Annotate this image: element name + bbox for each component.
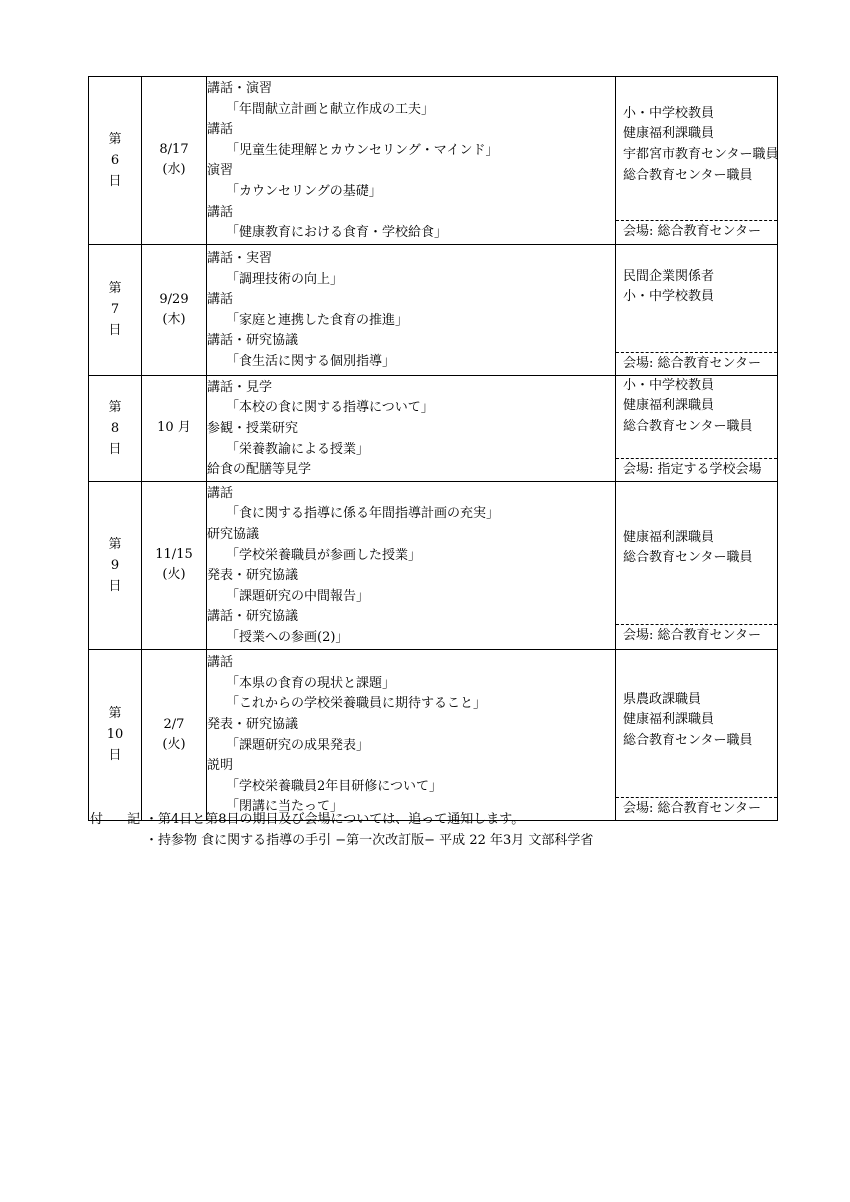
day-label: 第 xyxy=(108,399,122,415)
content-cell xyxy=(207,649,616,820)
session-row xyxy=(89,649,778,820)
date-cell xyxy=(142,77,207,245)
date-label: (火) xyxy=(162,567,186,583)
staff-item: 健康福利課職員 xyxy=(623,126,715,142)
notes-line: ・第4日と第8日の期日及び会場については、追って通知します。 xyxy=(145,812,525,827)
staff-item: 総合教育センター職員 xyxy=(623,418,753,434)
day-label: 8 xyxy=(110,420,120,436)
date-label: 2/7 xyxy=(163,716,185,732)
content-cell xyxy=(207,375,616,481)
session-title: 「年間献立計画と献立作成の工夫」 xyxy=(226,101,435,117)
session-title: 「児童生徒理解とカウンセリング・マインド」 xyxy=(226,142,499,158)
staff-item: 小・中学校教員 xyxy=(623,289,715,305)
staff-cell xyxy=(616,77,778,245)
staff-cell xyxy=(616,375,778,481)
session-row xyxy=(89,244,778,375)
session-title: 「学校栄養職員2年目研修について」 xyxy=(226,778,443,794)
staff-item: 健康福利課職員 xyxy=(623,398,715,414)
day-label: 10 xyxy=(106,727,124,742)
staff-cell xyxy=(616,244,778,375)
day-cell xyxy=(89,77,142,245)
session-title: 「食生活に関する個別指導」 xyxy=(226,353,396,369)
content-cell xyxy=(207,481,616,649)
venue-label: 会場: 総合教育センター xyxy=(616,220,777,243)
staff-item: 総合教育センター職員 xyxy=(623,732,753,748)
day-label: 第 xyxy=(108,281,122,297)
content-cell xyxy=(207,244,616,375)
notes xyxy=(90,809,593,851)
day-label: 7 xyxy=(110,302,120,318)
schedule-table xyxy=(88,76,778,821)
session-type: 講話・研究協議 xyxy=(207,609,299,625)
staff-item: 総合教育センター職員 xyxy=(623,167,753,183)
staff-cell xyxy=(616,649,778,820)
session-type: 説明 xyxy=(207,758,234,774)
venue-label: 会場: 総合教育センター xyxy=(616,352,777,375)
session-row xyxy=(89,375,778,481)
date-cell xyxy=(142,244,207,375)
session-type: 講話 xyxy=(207,292,234,308)
staff-item: 県農政課職員 xyxy=(623,691,702,707)
session-type: 発表・研究協議 xyxy=(207,716,299,732)
staff-item: 総合教育センター職員 xyxy=(623,550,753,566)
session-type: 講話・研究協議 xyxy=(207,333,299,349)
notes-label: 付 記 xyxy=(90,812,151,827)
date-cell xyxy=(142,649,207,820)
session-title: 「本県の食育の現状と課題」 xyxy=(226,675,396,691)
day-label: 日 xyxy=(108,578,122,594)
day-label: 日 xyxy=(108,441,122,457)
session-row xyxy=(89,481,778,649)
session-type: 演習 xyxy=(207,163,234,179)
session-row xyxy=(89,77,778,245)
day-label: 第 xyxy=(108,536,122,552)
day-label: 第 xyxy=(108,706,122,721)
session-type: 講話 xyxy=(207,122,234,138)
day-cell xyxy=(89,244,142,375)
day-label: 9 xyxy=(110,557,120,573)
session-title: 「課題研究の中間報告」 xyxy=(226,588,370,604)
date-label: 9/29 xyxy=(159,291,189,307)
day-label: 第 xyxy=(108,131,122,147)
staff-item: 健康福利課職員 xyxy=(623,529,715,545)
session-title: 「健康教育における食育・学校給食」 xyxy=(226,225,448,241)
staff-item: 小・中学校教員 xyxy=(623,105,715,121)
session-type: 研究協議 xyxy=(207,526,260,542)
session-type: 参観・授業研究 xyxy=(207,420,299,436)
session-type: 講話・演習 xyxy=(207,81,273,96)
session-type: 発表・研究協議 xyxy=(207,568,299,584)
venue-label: 会場: 総合教育センター xyxy=(616,624,777,647)
day-cell xyxy=(89,375,142,481)
session-type: 給食の配膳等見学 xyxy=(207,462,312,478)
staff-item: 健康福利課職員 xyxy=(623,712,715,728)
day-cell xyxy=(89,649,142,820)
date-label: 11/15 xyxy=(155,547,193,563)
date-label: (火) xyxy=(162,736,186,752)
staff-item: 民間企業関係者 xyxy=(623,268,715,284)
staff-item: 宇都宮市教育センター職員 xyxy=(623,147,779,163)
date-label: 8/17 xyxy=(159,142,189,158)
session-type: 講話・実習 xyxy=(207,250,273,266)
session-type: 講話 xyxy=(207,655,234,671)
session-title: 「調理技術の向上」 xyxy=(226,271,344,287)
day-label: 日 xyxy=(108,748,122,763)
day-label: 日 xyxy=(108,323,122,339)
staff-item: 小・中学校教員 xyxy=(623,377,715,393)
day-label: 日 xyxy=(108,173,122,189)
session-title: 「課題研究の成果発表」 xyxy=(226,737,370,753)
session-title: 「カウンセリングの基礎」 xyxy=(226,183,382,199)
session-type: 講話・見学 xyxy=(207,379,273,395)
session-title: 「家庭と連携した食育の推進」 xyxy=(226,312,409,328)
session-title: 「学校栄養職員が参画した授業」 xyxy=(226,547,422,563)
session-title: 「栄養教諭による授業」 xyxy=(226,441,370,457)
date-label: (木) xyxy=(162,311,186,327)
date-label: (水) xyxy=(162,162,186,178)
session-type: 講話 xyxy=(207,204,234,220)
staff-cell xyxy=(616,481,778,649)
date-cell xyxy=(142,375,207,481)
session-title: 「閉講に当たって」 xyxy=(226,799,344,815)
day-label: 6 xyxy=(110,152,120,168)
date-cell xyxy=(142,481,207,649)
session-title: 「本校の食に関する指導について」 xyxy=(226,400,434,416)
date-label: 10 月 xyxy=(157,420,191,436)
session-title: 「食に関する指導に係る年間指導計画の充実」 xyxy=(226,506,500,522)
venue-label: 会場: 総合教育センター xyxy=(616,797,777,820)
content-cell xyxy=(207,77,616,245)
session-type: 講話 xyxy=(207,485,234,501)
day-cell xyxy=(89,481,142,649)
notes-line: ・持参物 食に関する指導の手引 −第一次改訂版− 平成 22 年3月 文部科学省 xyxy=(145,833,594,848)
session-title: 「授業への参画(2)」 xyxy=(226,629,349,645)
session-title: 「これからの学校栄養職員に期待すること」 xyxy=(226,696,487,712)
venue-label: 会場: 指定する学校会場 xyxy=(616,458,777,481)
